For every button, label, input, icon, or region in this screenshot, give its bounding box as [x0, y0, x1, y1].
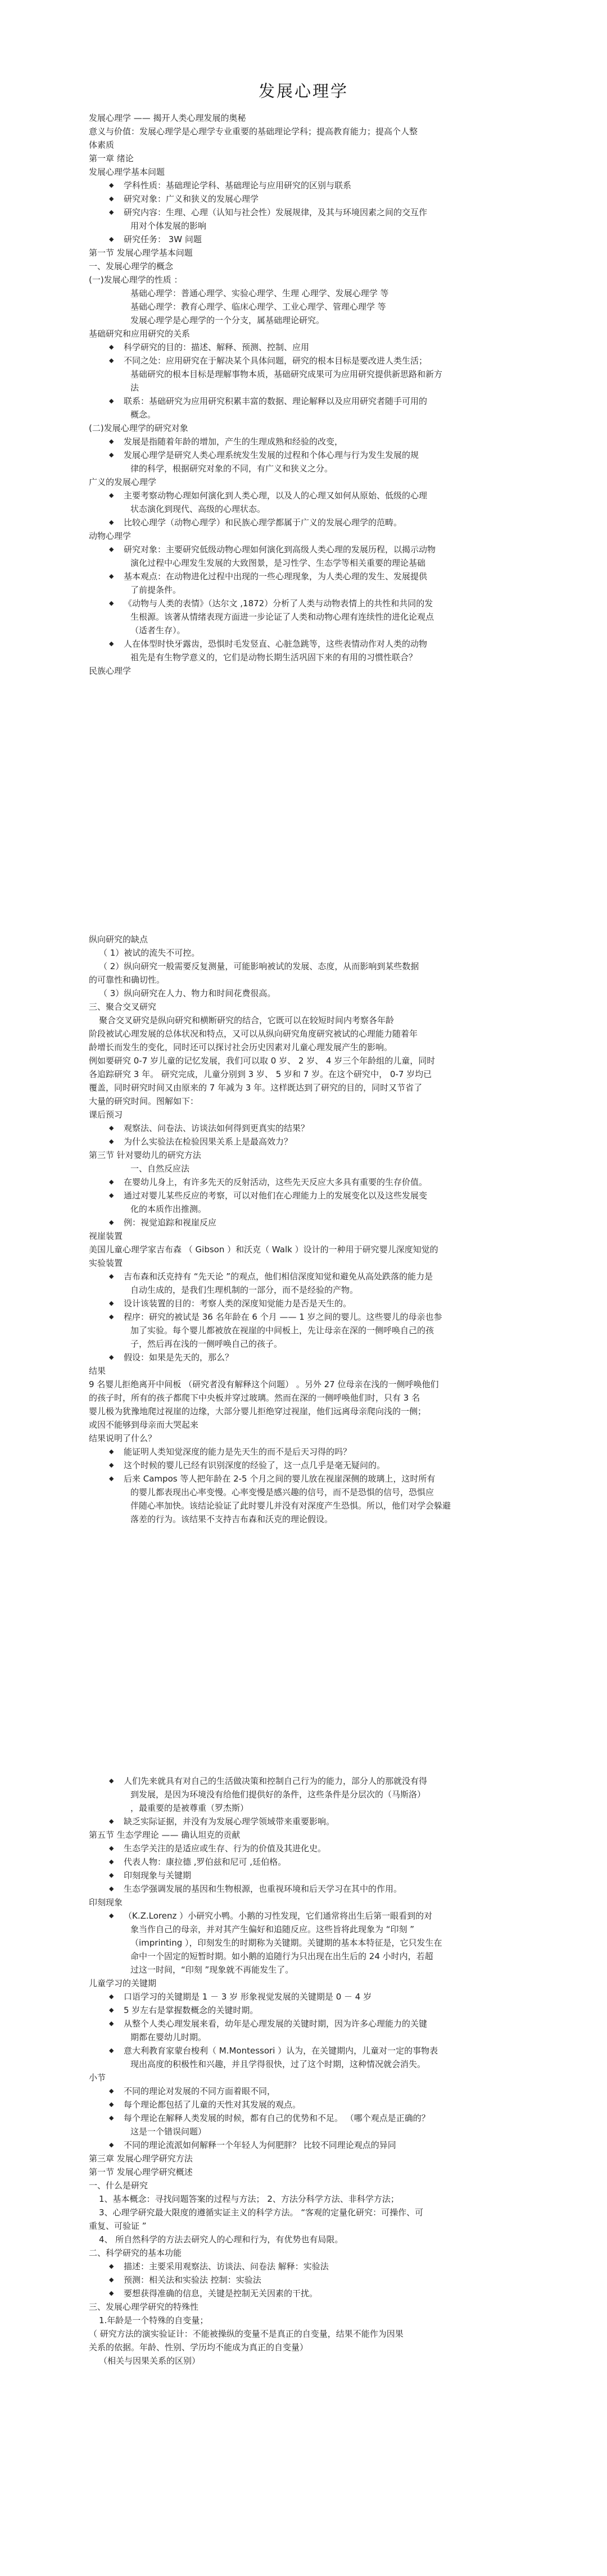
list-item: ◆ 后来 Campos 等人把年龄在 2-5 个月之间的婴儿放在视崖深侧的玻璃上，这时所有 [0, 1472, 483, 1485]
text-line: 实验装置 [89, 1258, 123, 1268]
text-line: 的可靠性和确切性。 [89, 975, 165, 985]
text-line: 视崖装置 [89, 1231, 123, 1241]
text-line: 概念。 [130, 410, 156, 420]
list-item: ◆ 比较心理学（动物心理学）和民族心理学都属于广义的发展心理学的范畴。 [0, 516, 483, 529]
text-line: 基础研究和应用研究的关系 [89, 329, 191, 339]
text-line: 重复、可验证 ” [89, 2221, 147, 2231]
list-item: ◆ 例：视觉追踪和视崖反应 [0, 1216, 483, 1229]
text-line: （适者生存）。 [130, 625, 185, 635]
list-item: ◆ 《动物与人类的表情》（达尔文 ,1872）分析了人类与动物表情上的共性和共同的发 [0, 597, 483, 610]
list-item: ◆ 基本观点：在动物进化过程中出现的一些心理现象，为人类心理的发生、发展提供 [0, 570, 483, 583]
text-line: 化的本质作出推测。 [130, 1204, 207, 1214]
text-line: 状态演化到现代、高级的心理状态。 [130, 504, 266, 514]
list-item: ◆ 人在体型时快牙露齿，恐惧时毛发竖直、心脏急跳等，这些表情动作对人类的动物 [0, 637, 483, 651]
text-line: 法 [130, 383, 139, 393]
text-line: 例如要研究 0-7 岁儿童的记忆发展，我们可以取 0 岁、 2 岁、 4 岁三个年龄组的儿童，同时 [89, 1056, 436, 1066]
text-line: 美国儿童心理学家吉布森 （ Gibson ）和沃克（ Walk ）设计的一种用于研究婴儿深度知觉的 [89, 1244, 438, 1255]
text-line: 结果说明了什么？ [89, 1433, 157, 1443]
section-heading: 第一节 发展心理学基本问题 [89, 248, 193, 258]
list-item: ◆ 生态学关注的是适应或生存、行为的价值及其进化史。 [0, 1842, 483, 1855]
text-line: 到发展，是因为环境没有给他们提供好的条件，这些条件是分层次的（马斯洛） [130, 1789, 426, 1800]
text-line: 龄增长而发生的变化，同时还可以探讨社会历史因素对儿童心理发展产生的影响。 [89, 1042, 393, 1052]
list-item: ◆ 预测：相关法和实验法 控制：实验法 [0, 2273, 483, 2287]
list-item: ◆ 这个时候的婴儿已经有识别深度的经验了，这一点几乎是毫无疑问的。 [0, 1459, 483, 1472]
chapter-heading: 第三章 发展心理学研究方法 [89, 2154, 193, 2164]
text-line: 或因不能够到母亲而大哭起来 [89, 1420, 199, 1430]
list-item: ◆ 程序：研究的被试是 36 名年龄在 6 个月 —— 1 岁之间的婴儿。这些婴儿的母亲也参 [0, 1310, 483, 1324]
text-line: 这是一个错误问题） [130, 2127, 207, 2137]
text-line: 阶段被试心理发展的总体状况和特点，又可以从纵向研究角度研究被试的心理能力随着年 [89, 1029, 418, 1039]
list-item: ◆ 主要考察动物心理如何演化到人类心理，以及人的心理又如何从原始、低级的心理 [0, 489, 483, 502]
text-line: 发展心理学基本问题 [89, 167, 165, 177]
text-line: （相关与因果关系的区别） [99, 2356, 201, 2366]
list-item: ◆ 假设：如果是先天的，那么？ [0, 1351, 483, 1364]
text-line: 婴儿极为犹豫地爬过视崖的边缘，大部分婴儿拒绝穿过视崖，他们远离母亲爬向浅的一侧； [89, 1406, 427, 1416]
list-item: ◆ 研究内容：生理、心理（认知与社会性）发展规律，及其与环境因素之间的交互作 [0, 206, 483, 219]
text-line: （ 3）纵向研究在人力、物力和时间花费很高。 [99, 988, 276, 998]
text-line: 二、科学研究的基本功能 [89, 2248, 182, 2258]
text-line: 基础心理学：普通心理学、实验心理学、生理 心理学、发展心理学 等 [130, 288, 389, 298]
text-line: （ 研究方法的演实验证计：不能被操纵的变量不是真正的自变量，结果不能作为因果 [89, 2329, 404, 2339]
list-item: ◆ 不同的理论对发展的不同方面着眼不同， [0, 2084, 483, 2098]
list-item: ◆ 不同之处：应用研究在于解决某个具体问题，研究的根本目标是要改进人类生活； [0, 354, 483, 367]
text-line: 落差的行为。该结果不支持吉布森和沃克的理论假设。 [130, 1514, 333, 1524]
list-item: ◆ 发展是指随着年龄的增加，产生的生理成熟和经验的改变， [0, 435, 483, 448]
text-line: 一、发展心理学的概念 [89, 261, 174, 271]
text-line: 9 名婴儿拒绝离开中间板 （研究者没有解释这个问题） 。另外 27 位母亲在浅的一侧呼唤他们 [89, 1379, 439, 1389]
text-line: 动物心理学 [89, 531, 132, 541]
list-item: ◆ 5 岁左右是掌握数概念的关键时期。 [0, 2003, 483, 2017]
text-line: 一、什么是研究 [89, 2180, 148, 2191]
text-line: 用对个体发展的影响 [130, 221, 207, 231]
text-line: 伴随心率加快。该结论验证了此时婴儿并没有对深度产生恐惧。所以，他们对学会躲避 [130, 1501, 451, 1511]
section-heading: 第三节 针对婴幼儿的研究方法 [89, 1150, 201, 1160]
text-line: 了前提条件。 [130, 585, 182, 595]
text-line: （ 1）被试的流失不可控。 [99, 948, 200, 958]
section-research-methods [0, 933, 607, 1526]
text-line: 期都在婴幼儿时期。 [130, 2032, 207, 2042]
text-line: 自动生成的，是我们生理机制的一部分，而不是经验的产物。 [130, 1285, 359, 1295]
text-line: 意义与价值：发展心理学是心理学专业重要的基础理论学科；提高教育能力；提高个人整 [89, 126, 418, 137]
text-line: 的孩子时，所有的孩子都爬下中央板并穿过玻璃。然而在深的一侧呼唤他们时，只有 3 名 [89, 1393, 420, 1403]
section-heading: 第一节 发展心理学研究概述 [89, 2167, 193, 2177]
text-line: 演化过程中心理发生发展的大致图景，是习性学、生态学等相关重要的理论基础 [130, 558, 426, 568]
list-item: ◆ 口语学习的关键期是 1 － 3 岁 形象视觉发展的关键期是 0 － 4 岁 [0, 1990, 483, 2003]
list-item: ◆ 印刻现象与关键期 [0, 1869, 483, 1882]
text-line: 三、发展心理学研究的特殊性 [89, 2302, 199, 2312]
text-line: 关系的依据。年龄、性别、学历均不能成为真正的自变量） [89, 2342, 309, 2352]
list-item: ◆ 不同的理论流派如何解释一个年轻人为何肥胖？ 比较不同理论观点的异同 [0, 2138, 483, 2152]
text-line: 发展心理学 —— 揭开人类心理发展的奥秘 [89, 113, 246, 123]
text-line: 民族心理学 [89, 666, 132, 676]
text-line: 覆盖，同时研究时间又由原来的 7 年减为 3 年。这样既达到了研究的目的，同时又节省了 [89, 1083, 423, 1093]
list-item: ◆ 每个理论在解释人类发展的时候，都有自己的优势和不足。 （哪个观点是正确的？ [0, 2111, 483, 2125]
text-line: 聚合交叉研究是纵向研究和横断研究的结合，它既可以在较短时间内考察各年龄 [99, 1015, 395, 1025]
text-line: (二)发展心理学的研究对象 [89, 423, 188, 433]
text-line: 的婴儿都表现出心率变慢。心率变慢是感兴趣的信号，而不是恐惧的信号，恐惧应 [130, 1487, 434, 1497]
list-item: ◆ 联系：基础研究为应用研究积累丰富的数据、理论解释以及应用研究者随手可用的 [0, 394, 483, 408]
text-line: 生根源。该著从情绪表现方面进一步论证了人类和动物心理有连续性的进化论观点 [130, 612, 434, 622]
text-line: 象当作自己的母亲，并对其产生偏好和追随反应。这些旨将此现象为 “印刻 ” [130, 1924, 415, 1934]
text-line: 3、心理学研究最大限度的遵循实证主义的科学方法。 “客观的定量化研究：可操作、可 [99, 2207, 424, 2218]
chapter-heading: 第一章 绪论 [89, 153, 134, 163]
list-item: ◆ 每个理论都包括了儿童的天性对其发展的观点。 [0, 2098, 483, 2111]
text-line: 基础心理学：教育心理学、临床心理学、工业心理学、管理心理学 等 [130, 302, 386, 312]
section-theories [0, 1774, 607, 2368]
text-line: （imprinting ），印刻发生的时期称为关键期。关键期的基本本特征是，它只发生在 [130, 1938, 442, 1948]
list-item: ◆ 研究任务： 3W 问题 [0, 233, 483, 246]
text-line: 一、自然反应法 [130, 1164, 190, 1174]
text-line: 纵向研究的缺点 [89, 934, 148, 944]
text-line: 4、 所自然科学的方法去研究人的心理和行为，有优势也有局限。 [99, 2234, 343, 2245]
text-line: 三、聚合交叉研究 [89, 1002, 157, 1012]
list-item: ◆ 观察法、问卷法、访谈法如何得到更真实的结果？ [0, 1121, 483, 1135]
list-item: ◆ （K.Z.Lorenz ）小研究小鸭。小鹅的习性发现，它们通常将出生后第一眼看到的对 [0, 1909, 483, 1923]
list-item: ◆ 发展心理学是研究人类心理系统发生发展的过程和个体心理与行为发生发展的规 [0, 448, 483, 462]
list-item: ◆ 描述：主要采用观察法、访谈法、问卷法 解释：实验法 [0, 2260, 483, 2273]
list-item: ◆ 能证明人类知觉深度的能力是先天生的而不是后天习得的吗？ [0, 1445, 483, 1459]
text-line: 广义的发展心理学 [89, 477, 157, 487]
text-line: 印刻现象 [89, 1897, 123, 1907]
list-item: ◆ 通过对婴儿某些反应的考察，可以对他们在心理能力上的发展变化以及这些发展变 [0, 1189, 483, 1202]
text-line: 体素质 [89, 140, 115, 150]
list-item: ◆ 要想获得准确的信息，关键是控制无关因素的干扰。 [0, 2287, 483, 2300]
list-item: ◆ 在婴幼儿身上，有许多先天的反射活动，这些先天反应大多具有重要的生存价值。 [0, 1175, 483, 1189]
text-line: 过这一时间，“印刻 ”现象就不再能发生了。 [130, 1965, 294, 1975]
list-item: ◆ 生态学强调发展的基因和生物根源，也重视环境和后天学习在其中的作用。 [0, 1882, 483, 1896]
text-line: 各追踪研究 3 年。 研究完成，儿童分别到 3 岁、 5 岁和 7 岁。在这个研究中， 0-7 岁均已 [89, 1069, 432, 1079]
text-line: (一)发展心理学的性质 ： [89, 275, 183, 285]
text-line: （ 2）纵向研究一般需要反复测量，可能影响被试的发展、态度，从而影响到某些数据 [99, 961, 419, 971]
text-line: 现出高度的积极性和兴趣，并且学得很快，过了这个时期，这种情况就会消失。 [130, 2059, 426, 2069]
section-heading: 第五节 生态学理论 —— 确认坦克的贡献 [89, 1830, 241, 1840]
list-item: ◆ 学科性质：基础理论学科、基础理论与应用研究的区别与联系 [0, 179, 483, 192]
list-item: ◆ 研究对象：广义和狭义的发展心理学 [0, 192, 483, 206]
list-item: ◆ 人们先来就具有对自己的生活做决策和控制自己行为的能力，部分人的那就没有得 [0, 1774, 483, 1788]
list-item: ◆ 从整个人类心理发展来看，幼年是心理发展的关键时期，因为许多心理能力的关键 [0, 2017, 483, 2030]
list-item: ◆ 缺乏实际证据，并没有为发展心理学领域带来重要影响。 [0, 1815, 483, 1828]
list-item: ◆ 意大利教育家蒙台梭利（ M.Montessori ）认为，在关键期内，儿童对一定的事物表 [0, 2044, 483, 2057]
list-item: ◆ 为什么实验法在检验因果关系上是最高效力？ [0, 1135, 483, 1148]
text-line: 1、基本概念：寻找问题答案的过程与方法； 2、方法分科学方法、非科学方法； [99, 2194, 399, 2204]
text-line: 命中一个固定的短暂时期。如小鹅的追随行为只出现在出生后的 24 小时内，若超 [130, 1951, 433, 1961]
document-title: 发展心理学 [258, 81, 348, 101]
list-item: ◆ 科学研究的目的：描述、解释、预测、控制、应用 [0, 340, 483, 354]
text-line: 小节 [89, 2073, 106, 2083]
section-intro [0, 111, 607, 678]
text-line: 加了实验。每个婴儿都被放在视崖的中间板上，先让母亲在深的一侧呼唤自己的孩 [130, 1325, 434, 1335]
text-line: 子，然后再在浅的一侧呼唤自己的孩子。 [130, 1339, 283, 1349]
list-item: ◆ 吉布森和沃克持有 “先天论 ”的观点，他们相信深度知觉和避免从高处跌落的能力是 [0, 1270, 483, 1283]
list-item: ◆ 研究对象：主要研究低级动物心理如何演化到高级人类心理的发展历程，以揭示动物 [0, 543, 483, 556]
text-line: 基础研究的根本目标是理解事物本质，基础研究成果可为应用研究提供新思路和新方 [130, 369, 443, 379]
text-line: 儿童学习的关键期 [89, 1978, 157, 1988]
text-line: 大量的研究时间。图解如下： [89, 1096, 199, 1106]
text-line: ，最重要的是被尊重（罗杰斯） [130, 1803, 249, 1813]
text-line: 1.年龄是一个特殊的自变量； [99, 2315, 209, 2325]
text-line: 律的科学，根据研究对象的不同，有广义和狭义之分。 [130, 464, 333, 474]
text-line: 祖先是有生物学意义的，它们是动物长期生活巩固下来的有用的习惯性联合？ [130, 652, 418, 662]
list-item: ◆ 代表人物：康拉德 ,罗伯兹和尼可 ,廷伯格。 [0, 1855, 483, 1869]
text-line: 课后预习 [89, 1110, 123, 1120]
text-line: 发展心理学是心理学的一个分支，属基础理论研究。 [130, 315, 325, 325]
list-item: ◆ 设计该装置的目的：考察人类的深度知觉能力是否是天生的。 [0, 1297, 483, 1310]
text-line: 结果 [89, 1366, 106, 1376]
